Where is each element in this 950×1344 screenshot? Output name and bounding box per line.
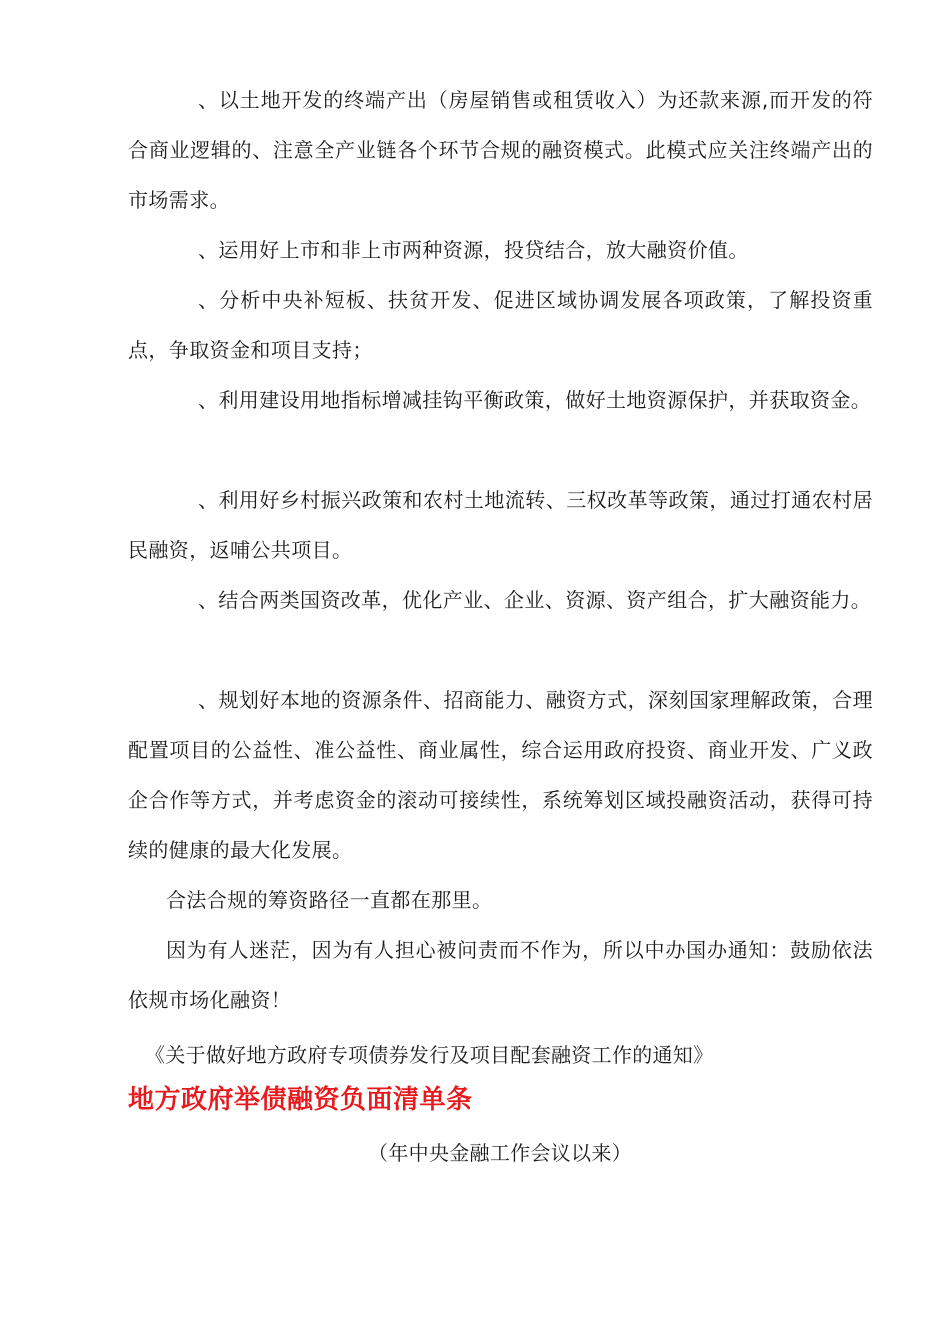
paragraph-land-development-financing: 、以土地开发的终端产出（房屋销售或租赁收入）为还款来源,而开发的符合商业逻辑的、注意全产业链各个环节合规的融资模式。此模式应关注终端产出的市场需求。 xyxy=(128,88,873,212)
section-heading-negative-list: 地方政府举债融资负面清单条 xyxy=(128,1085,473,1115)
notice-title: 《关于做好地方政府专项债券发行及项目配套融资工作的通知》 xyxy=(145,1043,714,1067)
paragraph-market-financing-encouragement: 因为有人迷茫，因为有人担心被问责而不作为，所以中办国办通知：鼓励依法依规市场化融资！ xyxy=(128,938,873,1012)
section-subtitle: （年中央金融工作会议以来） xyxy=(368,1141,632,1165)
paragraph-state-asset-reform: 、结合两类国资改革，优化产业、企业、资源、资产组合，扩大融资能力。 xyxy=(198,588,872,612)
paragraph-rural-revitalization: 、利用好乡村振兴政策和农村土地流转、三权改革等政策，通过打通农村居民融资，返哺公共项目。 xyxy=(128,488,873,562)
paragraph-listed-resources: 、运用好上市和非上市两种资源，投贷结合，放大融资价值。 xyxy=(198,238,749,262)
paragraph-regional-planning: 、规划好本地的资源条件、招商能力、融资方式，深刻国家理解政策，合理配置项目的公益性、准公益性、商业属性，综合运用政府投资、商业开发、广义政企合作等方式，并考虑资金的滚动可接续性，系统筹划区域投融资活动，获得可持续的健康的最大化发展。 xyxy=(128,688,873,862)
paragraph-land-quota-policy: 、利用建设用地指标增减挂钩平衡政策，做好土地资源保护，并获取资金。 xyxy=(198,388,872,412)
paragraph-compliant-financing-path: 合法合规的筹资路径一直都在那里。 xyxy=(166,888,493,912)
paragraph-central-policy-analysis: 、分析中央补短板、扶贫开发、促进区域协调发展各项政策，了解投资重点，争取资金和项目支持； xyxy=(128,288,873,362)
